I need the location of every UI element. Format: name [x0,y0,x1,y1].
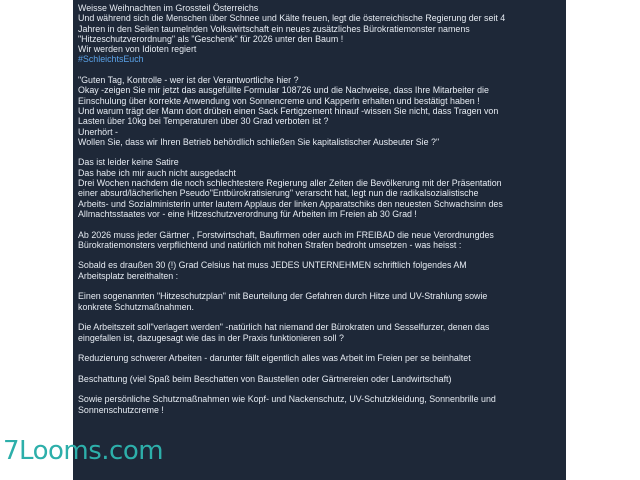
post-text-line: Ab 2026 muss jeder Gärtner , Forstwirtschaft, Baufirmen oder auch im FREIBAD die neue Verordnungdes [78,229,494,240]
post-text-line: Das habe ich mir auch nicht ausgedacht [78,167,236,178]
paragraph-spacer [78,384,566,394]
post-text [78,3,566,415]
post-text-line: Sobald es draußen 30 (!) Grad Celsius hat muss JEDES UNTERNEHMEN schriftlich folgendes AM [78,260,467,271]
post-text-line: Unerhört - [78,126,118,137]
post-paragraph [78,353,566,363]
post-text-line: Arbeits- und Sozialministerin unter lautem Applaus der linken Apparatschiks den neuesten Schwachsinn des [78,198,503,209]
post-text-line: Und während sich die Menschen über Schnee und Kälte freuen, legt die österreichische Regierung der seit 4 [78,13,506,24]
paragraph-spacer [78,147,566,157]
paragraph-spacer [78,281,566,291]
post-text-line: "Hitzeschutzverordnung" als "Geschenk" für 2026 unter den Baum ! [78,33,344,44]
post-body [73,0,566,480]
post-paragraph [78,230,566,251]
post-text-line: Reduzierung schwerer Arbeiten - darunter fällt eigentlich alles was Arbeit im Freien per se beinhaltet [78,353,471,364]
paragraph-spacer [78,250,566,260]
post-text-line: konkrete Schutzmaßnahmen. [78,301,194,312]
post-text-line: Jahren in den Seilen taumelnden Volkswirtschaft ein neues zusätzliches Bürokratiemonster namens [78,23,470,34]
post-text-line: Einen sogenannten "Hitzeschutzplan" mit Beurteilung der Gefahren durch Hitze und UV-Strahlung sowie [78,291,488,302]
hashtag-link[interactable]: #SchleichtsEuch [78,54,144,65]
post-text-line: Arbeitsplatz bereithalten : [78,270,179,281]
post-paragraph [78,291,566,312]
post-text-line: Beschattung (viel Spaß beim Beschatten von Baustellen oder Gärtnereien oder Landwirtschaft) [78,373,452,384]
paragraph-spacer [78,219,566,229]
post-text-line: Sowie persönliche Schutzmaßnahmen wie Kopf- und Nackenschutz, UV-Schutzkleidung, Sonnenbrille und [78,394,496,405]
post-text-line: Und warum trägt der Mann dort drüben einen Sack Fertigzement hinauf -wissen Sie nicht, dass Tragen von [78,105,499,116]
post-text-line: Bürokratiemonsters verpflichtend und natürlich mit hohen Strafen bedroht umsetzen - was heisst : [78,239,462,250]
post-paragraph [78,75,566,147]
post-text-line: einer absurd/lächerlichen Pseudo"Entbürokratisierung" verarscht hat, legt nun die radikalsozialistische [78,188,479,199]
post-text-line: eingefallen ist, dazugesagt wie das in der Praxis funktionieren soll ? [78,332,344,343]
paragraph-spacer [78,343,566,353]
post-text-line: "Guten Tag, Kontrolle - wer ist der Verantwortliche hier ? [78,75,299,86]
post-text-line: Die Arbeitszeit soll"verlagert werden" -natürlich hat niemand der Bürokraten und Sesselfurzer, denen das [78,322,490,333]
post-text-line: Wollen Sie, dass wir Ihren Betrieb behördlich schließen Sie kapitalistischer Ausbeuter Sie ?" [78,136,440,147]
paragraph-spacer [78,363,566,373]
post-text-line: Sonnenschutzcreme ! [78,404,164,415]
post-text-line: Das ist leider keine Satire [78,157,179,168]
post-text-line: Lasten über 10kg bei Temperaturen über 30 Grad verboten ist ? [78,116,329,127]
post-text-line: Einschulung über korrekte Anwendung von Sonnencreme und Kapperln erhalten und bestätigt haben ! [78,95,480,106]
post-text-line: Drei Wochen nachdem die noch schlechtestere Regierung aller Zeiten die Bevölkerung mit der Präsentation [78,178,502,189]
post-text-line: Allmachtsstaates vor - eine Hitzeschutzverordnung für Arbeiten im Freien ab 30 Grad ! [78,208,417,219]
post-paragraph [78,260,566,281]
post-paragraph [78,394,566,415]
paragraph-spacer [78,312,566,322]
paragraph-spacer [78,65,566,75]
post-text-line: Wir werden von Idioten regiert [78,44,197,55]
post-text-line: Weisse Weihnachten im Grossteil Österreichs [78,3,259,13]
post-text-line: Okay -zeigen Sie mir jetzt das ausgefüllte Formular 108726 und die Nachweise, dass Ihre Mitarbeiter die [78,85,489,96]
post-paragraph [78,322,566,343]
post-paragraph [78,3,566,65]
watermark-logo: 7Looms.com [3,436,164,466]
post-paragraph [78,157,566,219]
post-paragraph [78,374,566,384]
